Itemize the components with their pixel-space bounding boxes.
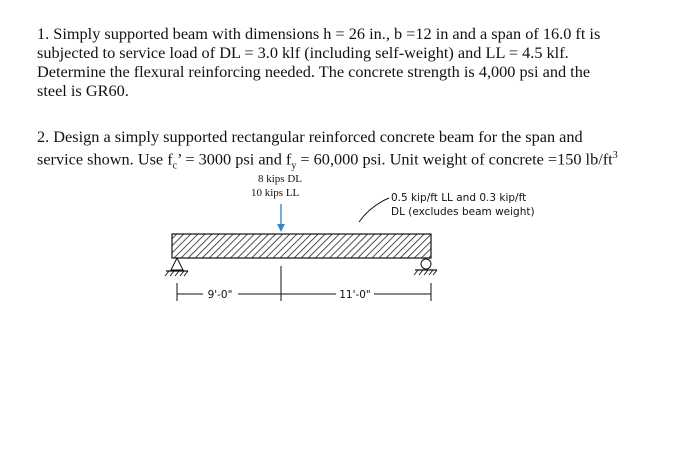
problem-1-line: steel is GR60. bbox=[37, 81, 129, 100]
subscript-y: y bbox=[291, 160, 297, 172]
text-run: service shown. Use f bbox=[37, 149, 173, 169]
problem-1-line: 1. Simply supported beam with dimensions h = 26 in., b =12 in and a span of 16.0 ft is bbox=[37, 24, 601, 43]
subscript-c: c bbox=[172, 160, 178, 172]
problem-2-line: 2. Design a simply supported rectangular reinforced concrete beam for the span and bbox=[37, 127, 583, 146]
point-load-arrow bbox=[277, 204, 285, 232]
superscript-3: 3 bbox=[612, 150, 618, 161]
problem-1-line: Determine the flexural reinforcing needed. The concrete strength is 4,000 psi and the bbox=[37, 62, 591, 81]
dimension-left-label: 9'-0" bbox=[207, 289, 233, 301]
point-load-ll-label: 10 kips LL bbox=[251, 187, 300, 199]
left-pin-support bbox=[165, 258, 188, 276]
distributed-load-label-1: 0.5 kip/ft LL and 0.3 kip/ft bbox=[391, 192, 527, 204]
text-run: = 60,000 psi. Unit weight of concrete =150 lb/ft bbox=[296, 149, 613, 169]
distributed-load-leader bbox=[359, 198, 389, 222]
beam bbox=[172, 234, 431, 258]
point-load-dl-label: 8 kips DL bbox=[258, 173, 302, 185]
dimension-right-label: 11'-0" bbox=[339, 289, 371, 301]
distributed-load-label-2: DL (excludes beam weight) bbox=[391, 206, 535, 218]
text-run: ’ = 3000 psi and f bbox=[177, 149, 292, 169]
right-roller-support bbox=[414, 259, 437, 275]
problem-1-line: subjected to service load of DL = 3.0 klf (including self-weight) and LL = 4.5 klf. bbox=[37, 43, 569, 62]
